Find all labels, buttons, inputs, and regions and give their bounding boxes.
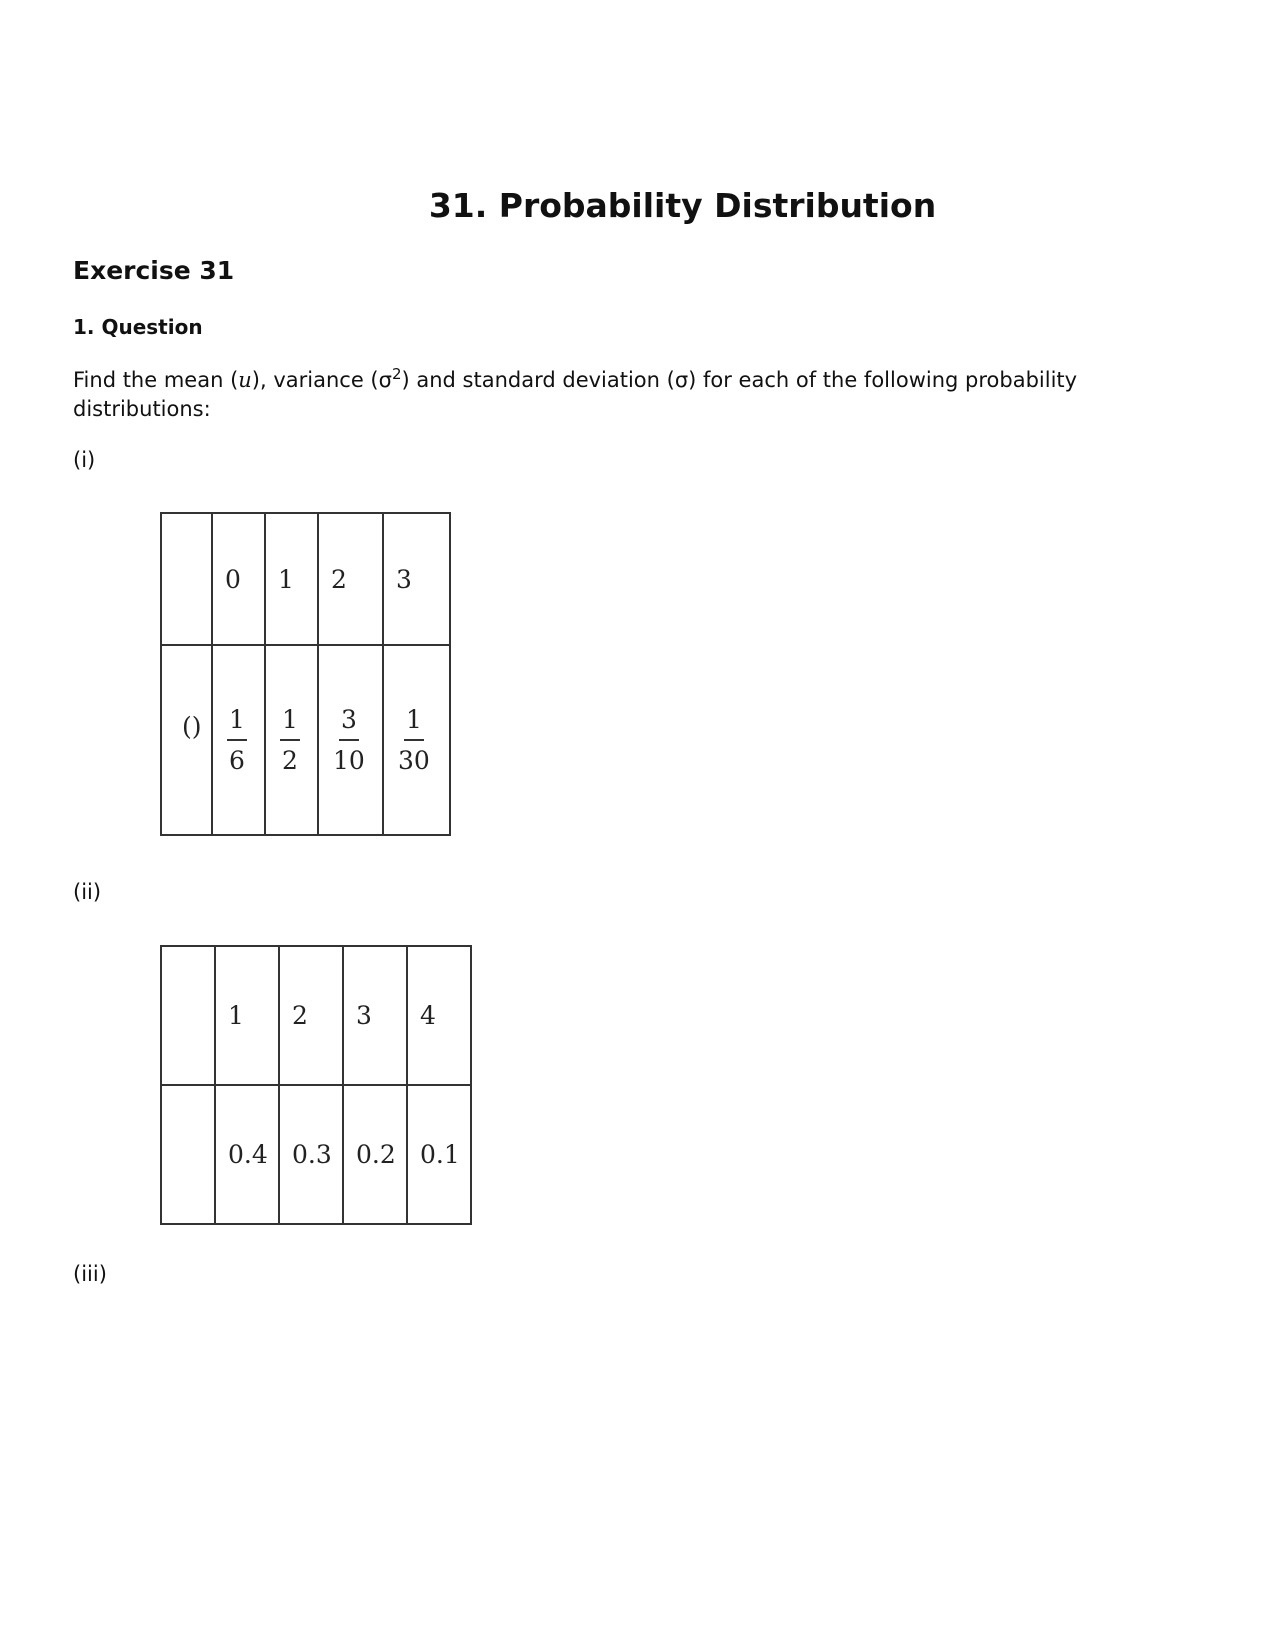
table-i-x-header-cell — [161, 513, 212, 645]
probability-label: () — [182, 711, 202, 741]
part-label-iii: (iii) — [73, 1262, 107, 1286]
table-i-x-cell: 1 — [265, 513, 318, 645]
table-ii-x-cell: 4 — [407, 946, 471, 1085]
question-text-part3: ) and standard deviation (σ) for each of the following probability distributions: — [73, 368, 1078, 421]
question-text-part1: Find the mean ( — [73, 368, 239, 392]
variance-exponent: 2 — [391, 365, 402, 383]
table-i-p-cell — [265, 645, 318, 835]
question-text-part2: ), variance (σ — [251, 368, 392, 392]
table-ii-p-cell: 0.1 — [407, 1085, 471, 1224]
question-heading: 1. Question — [73, 315, 203, 339]
fraction-denominator: 10 — [333, 745, 365, 775]
table-i-p-cell — [212, 645, 265, 835]
mean-symbol: u — [238, 368, 252, 392]
fraction-numerator: 1 — [227, 705, 247, 741]
fraction — [227, 705, 247, 776]
question-text — [73, 366, 1193, 424]
table-i-p-cell — [383, 645, 450, 835]
exercise-heading: Exercise 31 — [73, 256, 235, 285]
table-ii-x-cell: 3 — [343, 946, 407, 1085]
table-ii-x-cell: 2 — [279, 946, 343, 1085]
fraction — [333, 705, 365, 776]
distribution-table-i — [160, 512, 451, 836]
table-i-p-cell — [318, 645, 383, 835]
table-ii-p-cell: 0.4 — [215, 1085, 279, 1224]
table-i-p-row — [161, 645, 450, 835]
table-i-x-cell: 3 — [383, 513, 450, 645]
fraction-denominator: 6 — [229, 745, 245, 775]
table-i-x-row — [161, 513, 450, 645]
table-ii-x-row — [161, 946, 471, 1085]
part-label-ii: (ii) — [73, 880, 102, 904]
table-ii-x-cell: 1 — [215, 946, 279, 1085]
fraction-numerator: 3 — [339, 705, 359, 741]
table-ii-p-row — [161, 1085, 471, 1224]
table-ii-x-header-cell — [161, 946, 215, 1085]
fraction — [398, 705, 430, 776]
table-ii-p-cell: 0.3 — [279, 1085, 343, 1224]
table-i-p-header-cell — [161, 645, 212, 835]
table-ii-p-header-cell — [161, 1085, 215, 1224]
part-label-i: (i) — [73, 448, 96, 472]
page-title: 31. Probability Distribution — [428, 186, 937, 225]
fraction-numerator: 1 — [404, 705, 424, 741]
distribution-table-ii — [160, 945, 472, 1225]
fraction-denominator: 2 — [282, 745, 298, 775]
table-i-x-cell: 0 — [212, 513, 265, 645]
table-ii-p-cell: 0.2 — [343, 1085, 407, 1224]
table-i-x-cell: 2 — [318, 513, 383, 645]
fraction-denominator: 30 — [398, 745, 430, 775]
fraction-numerator: 1 — [280, 705, 300, 741]
fraction — [280, 705, 300, 776]
